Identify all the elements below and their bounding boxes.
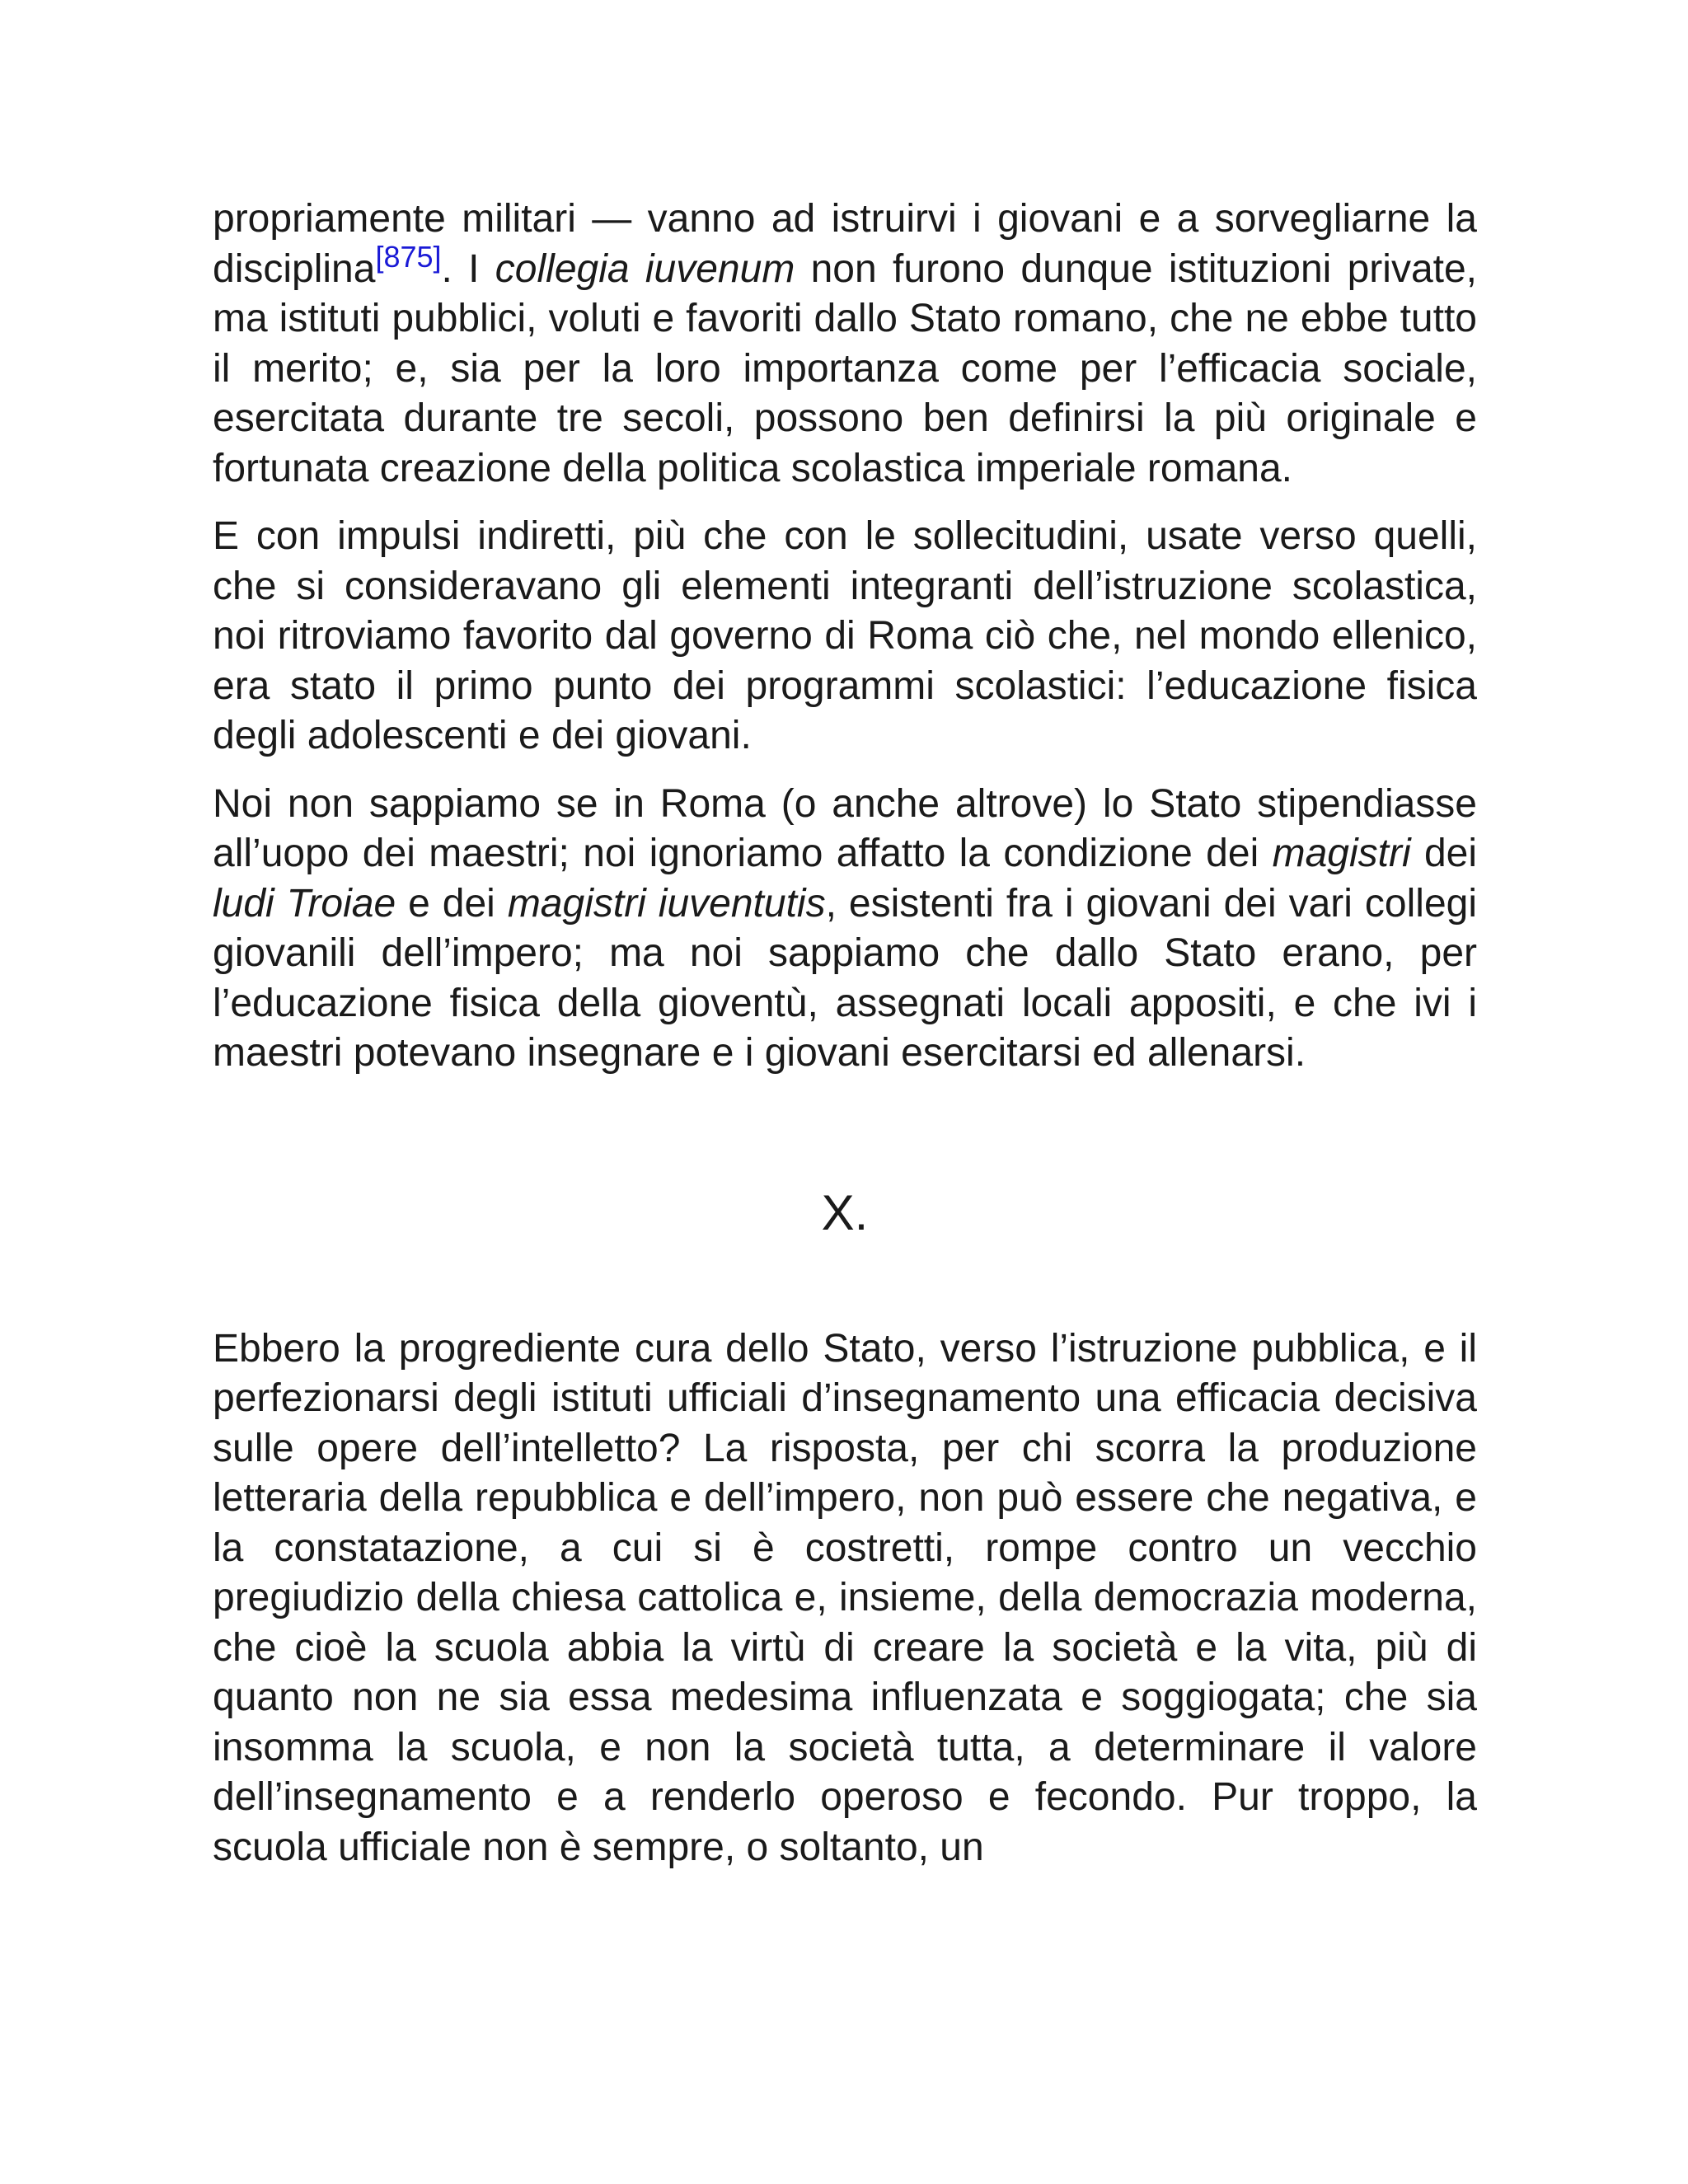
page-body (213, 194, 1477, 1891)
paragraph-3 (213, 780, 1477, 1079)
paragraph-1 (213, 194, 1477, 494)
paragraph-4: Ebbero la progrediente cura dello Stato, verso l’istruzione pubblica, e il perfezionarsi degli istituti ufficiali d’insegnamento una efficacia decisiva sulle opere dell’intelletto? La risposta, per chi scorra la produzione letteraria della repubblica e dell’impero, non può essere che negativa, e la constatazione, a cui si è costretti, rompe contro un vecchio pregiudizio della chiesa cattolica e, insieme, della democrazia moderna, che cioè la scuola abbia la virtù di creare la società e la vita, più di quanto non ne sia essa medesima influenzata e soggiogata; che sia insomma la scuola, e non la società tutta, a determinare il valore dell’insegnamento e a renderlo operoso e fecondo. Pur troppo, la scuola ufficiale non è sempre, o soltanto, un (213, 1326, 1477, 1869)
paragraph-3-text-a: Noi non sappiamo se in Roma (o anche altrove) lo Stato stipendiasse all’uopo dei maestri; noi ignoriamo affatto la condizione dei (213, 781, 1477, 875)
italic-term-magistri: magistri (1272, 832, 1411, 875)
paragraph-1-text-a: propriamente militari — vanno ad istruirvi i giovani e a sorvegliarne la disciplina (213, 197, 1477, 291)
paragraph-1-text-b: . I (441, 246, 495, 291)
section-heading: X. (821, 1184, 869, 1240)
paragraph-3-text-b: dei (1410, 832, 1478, 875)
italic-term-magistri-iuventutis: magistri iuventutis (507, 881, 826, 926)
italic-term-ludi-troiae: ludi Troiae (213, 881, 396, 926)
paragraph-2: E con impulsi indiretti, più che con le sollecitudini, usate verso quelli, che si consideravano gli elementi integranti dell’istruzione scolastica, noi ritroviamo favorito dal governo di Roma ciò che, nel mondo ellenico, era stato il primo punto dei programmi scolastici: l’educazione fisica degli adolescenti e dei giovani. (213, 514, 1477, 757)
paragraph-3-text-d: , esistenti fra i giovani dei vari collegi giovanili dell’impero; ma noi sappiamo che dallo Stato erano, per l’educazione fisica della gioventù, assegnati locali appositi, e che ivi i maestri potevano insegnare e i giovani esercitarsi ed allenarsi. (213, 881, 1477, 1075)
italic-term-collegia-iuvenum: collegia iuvenum (495, 246, 795, 291)
paragraph-3-text-c: e dei (396, 881, 508, 926)
footnote-reference-link[interactable]: [875] (375, 239, 442, 274)
paragraph-1-text-c: non furono dunque istituzioni private, ma istituti pubblici, voluti e favoriti dallo Stato romano, che ne ebbe tutto il merito; e, sia per la loro importanza come per l’efficacia sociale, esercitata durante tre secoli, possono ben definirsi la più originale e fortunata creazione della politica scolastica imperiale romana. (213, 246, 1478, 490)
